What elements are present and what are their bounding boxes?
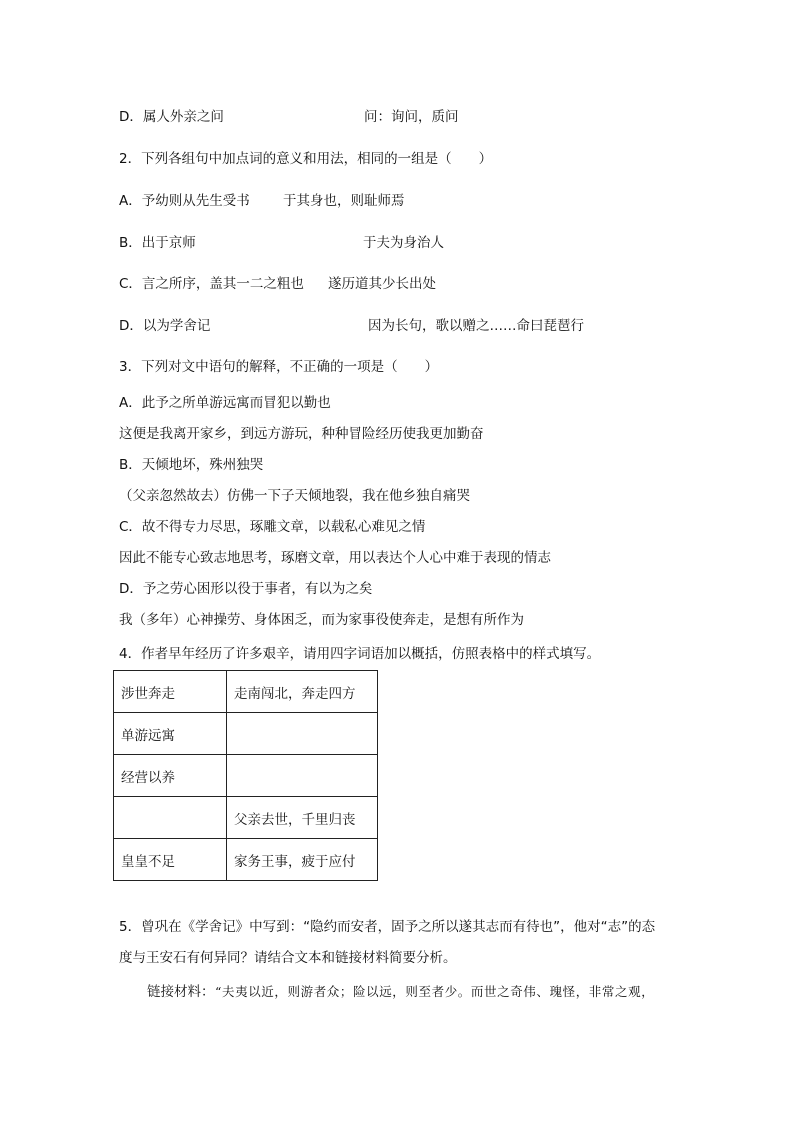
q4-table [113, 670, 378, 881]
q4-term-cell: 经营以养 [114, 755, 227, 797]
q4-desc-cell [227, 755, 378, 797]
q4-term-cell [114, 797, 227, 839]
table-row [114, 713, 378, 755]
q2-option-c-right: 遂历道其少长出处 [328, 276, 436, 292]
q5-stem-line1: 5．曾巩在《学舍记》中写到：“隐约而安者，固予之所以遂其志而有待也”，他对“志”的态 [119, 919, 656, 935]
q3-explanation-d: 我（多年）心神操劳、身体困乏，而为家事役使奔走，是想有所作为 [119, 612, 524, 628]
q4-term-cell: 涉世奔走 [114, 671, 227, 713]
q4-desc-cell: 走南闯北，奔走四方 [227, 671, 378, 713]
q2-option-a-right: 于其身也，则耻师焉 [283, 193, 405, 209]
q3-option-a: A．此予之所单游远寓而冒犯以勤也 [119, 395, 331, 411]
q3-stem: 3．下列对文中语句的解释，不正确的一项是（ ） [119, 359, 439, 375]
q5-link-text: “夫夷以近，则游者众；险以远，则至者少。而世之奇伟、瑰怪，非常之观， [215, 984, 655, 999]
q5-stem-line2: 度与王安石有何异同？请结合文本和链接材料简要分析。 [119, 950, 457, 966]
q2-option-d-right: 因为长句，歌以赠之……命曰琵琶行 [368, 318, 584, 334]
q2-option-b-right: 于夫为身治人 [363, 235, 444, 251]
table-row [114, 755, 378, 797]
q2-option-c-left: C．言之所序，盖其一二之粗也 [119, 276, 304, 292]
q3-option-c: C．故不得专力尽思，琢雕文章，以载私心难见之情 [119, 519, 426, 535]
q4-desc-cell [227, 713, 378, 755]
q3-explanation-a: 这便是我离开家乡，到远方游玩，种种冒险经历使我更加勤奋 [119, 426, 484, 442]
q2-option-b-left: B．出于京师 [119, 235, 196, 251]
q4-stem: 4．作者早年经历了许多艰辛，请用四字词语加以概括，仿照表格中的样式填写。 [119, 646, 601, 662]
q1-option-d-left: D．属人外亲之问 [119, 109, 224, 125]
q3-explanation-c: 因此不能专心致志地思考，琢磨文章，用以表达个人心中难于表现的情志 [119, 550, 551, 566]
q4-desc-cell: 父亲去世，千里归丧 [227, 797, 378, 839]
q3-option-d: D．予之劳心困形以役于事者，有以为之矣 [119, 581, 373, 597]
q4-term-cell: 皇皇不足 [114, 839, 227, 881]
q1-option-d-right: 问：询问，质问 [364, 109, 459, 125]
q5-link-label: 链接材料： [147, 984, 215, 1000]
q3-option-b: B．天倾地坏，殊州独哭 [119, 457, 264, 473]
q2-stem: 2．下列各组句中加点词的意义和用法，相同的一组是（ ） [119, 151, 493, 167]
q2-option-a-left: A．予幼则从先生受书 [119, 193, 250, 209]
q3-explanation-b: （父亲忽然故去）仿佛一下子天倾地裂，我在他乡独自痛哭 [119, 488, 470, 504]
table-row [114, 671, 378, 713]
q2-option-d-left: D．以为学舍记 [119, 318, 211, 334]
q4-desc-cell: 家务王事，疲于应付 [227, 839, 378, 881]
table-row [114, 797, 378, 839]
table-row [114, 839, 378, 881]
q4-term-cell: 单游远寓 [114, 713, 227, 755]
